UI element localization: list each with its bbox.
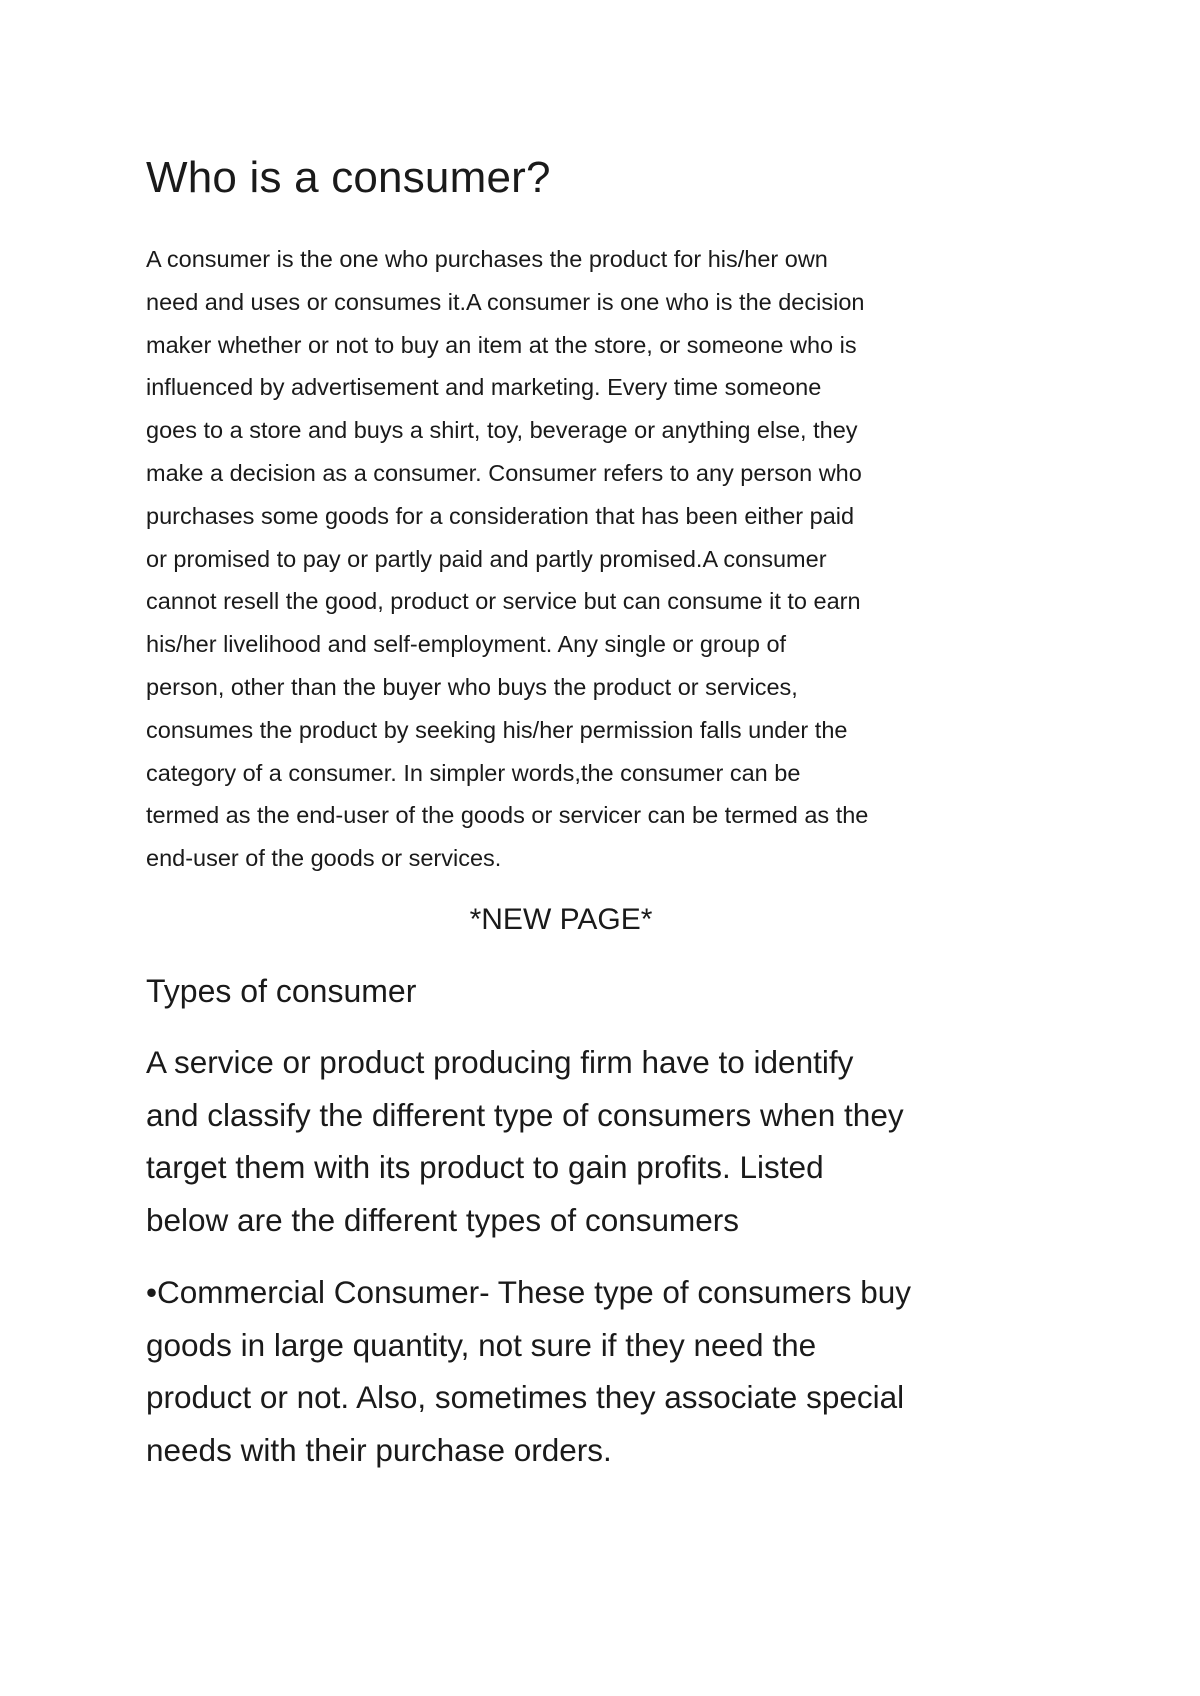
- section-intro-paragraph: [146, 1036, 1066, 1246]
- intro-paragraph: [146, 238, 1066, 880]
- text-line: need and uses or consumes it.A consumer is one who is the decision: [146, 288, 865, 315]
- page-title: Who is a consumer?: [146, 153, 551, 202]
- page-break-marker: *NEW PAGE*: [469, 903, 653, 936]
- text-line: A consumer is the one who purchases the product for his/her own: [146, 246, 828, 272]
- text-line: end-user of the goods or services.: [146, 845, 502, 872]
- bullet-item: [146, 1266, 1066, 1476]
- text-line: person, other than the buyer who buys the product or services,: [146, 673, 798, 700]
- text-line: •Commercial Consumer- These type of consumers buy: [146, 1274, 911, 1310]
- text-line: A service or product producing firm have to identify: [146, 1044, 854, 1080]
- text-line: maker whether or not to buy an item at the store, or someone who is: [146, 331, 857, 358]
- section-heading: Types of consumer: [146, 973, 417, 1009]
- text-line: category of a consumer. In simpler words,the consumer can be: [146, 759, 801, 786]
- document-page: [146, 0, 1066, 1696]
- text-line: termed as the end-user of the goods or servicer can be termed as the: [146, 802, 869, 829]
- text-line: product or not. Also, sometimes they associate special: [146, 1379, 905, 1415]
- text-line: target them with its product to gain profits. Listed: [146, 1149, 824, 1185]
- text-line: cannot resell the good, product or service but can consume it to earn: [146, 588, 861, 615]
- text-line: below are the different types of consumers: [146, 1201, 739, 1238]
- text-line: needs with their purchase orders.: [146, 1431, 612, 1468]
- text-line: consumes the product by seeking his/her permission falls under the: [146, 716, 848, 743]
- text-line: his/her livelihood and self-employment. Any single or group of: [146, 631, 787, 658]
- text-line: or promised to pay or partly paid and partly promised.A consumer: [146, 545, 827, 572]
- text-line: and classify the different type of consumers when they: [146, 1096, 904, 1133]
- text-line: goods in large quantity, not sure if they need the: [146, 1326, 817, 1363]
- text-line: make a decision as a consumer. Consumer refers to any person who: [146, 459, 862, 486]
- text-line: goes to a store and buys a shirt, toy, beverage or anything else, they: [146, 417, 858, 444]
- text-line: influenced by advertisement and marketing. Every time someone: [146, 374, 822, 401]
- text-line: purchases some goods for a consideration that has been either paid: [146, 502, 855, 529]
